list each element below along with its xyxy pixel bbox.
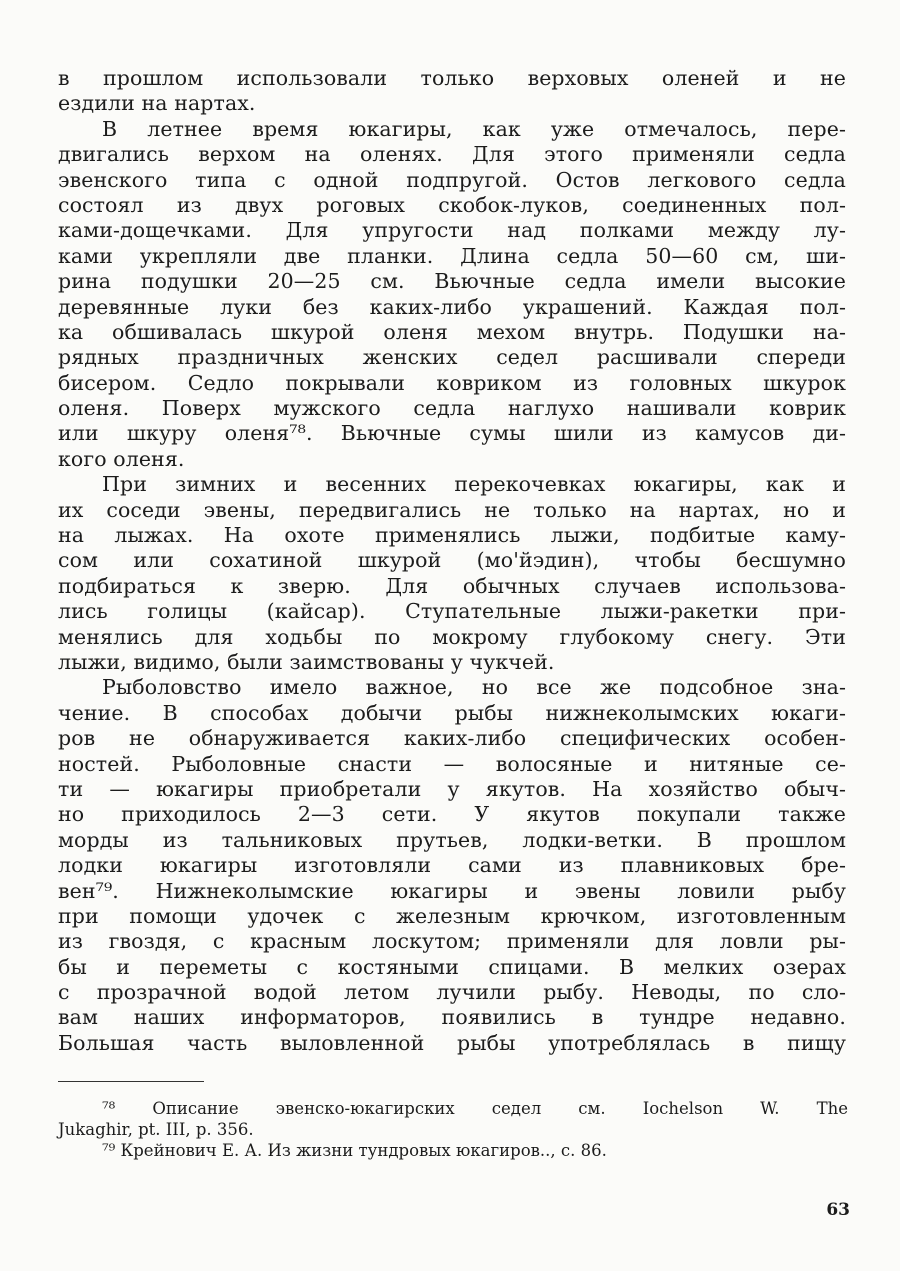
footnote-78: ⁷⁸ Описание эвенско-юкагирских седел см. Iochelson W. The bbox=[102, 1099, 848, 1118]
text-line: Большая часть выловленной рыбы употреблялась в пищу bbox=[58, 1030, 846, 1055]
text-line: рина подушки 20—25 см. Вьючные седла имели высокие bbox=[58, 269, 846, 294]
footnote-78-continued: Jukaghir, pt. III, p. 356. bbox=[58, 1120, 254, 1139]
text-line: морды из тальниковых прутьев, лодки-ветки. В прошлом bbox=[58, 827, 846, 852]
text-line: при помощи удочек с железным крючком, изготовленным bbox=[58, 903, 846, 928]
footnotes bbox=[58, 1098, 848, 1161]
text-line: или шкуру оленя⁷⁸. Вьючные сумы шили из камусов ди- bbox=[58, 421, 846, 446]
text-line: вам наших информаторов, появились в тундре недавно. bbox=[58, 1005, 846, 1030]
text-line: состоял из двух роговых скобок-луков, соединенных пол- bbox=[58, 192, 846, 217]
text-line: двигались верхом на оленях. Для этого применяли седла bbox=[58, 142, 846, 167]
text-line: кого оленя. bbox=[58, 446, 185, 471]
text-line: их соседи эвены, передвигались не только на нартах, но и bbox=[58, 497, 846, 522]
page-number: 63 bbox=[826, 1200, 850, 1220]
text-line: с прозрачной водой летом лучили рыбу. Неводы, по сло- bbox=[58, 980, 846, 1005]
text-line: бы и переметы с костяными спицами. В мелких озерах bbox=[58, 954, 846, 979]
text-line: лодки юкагиры изготовляли сами из плавниковых бре- bbox=[58, 853, 846, 878]
text-line: чение. В способах добычи рыбы нижнеколымских юкаги- bbox=[58, 700, 846, 725]
text-line: на лыжах. На охоте применялись лыжи, подбитые каму- bbox=[58, 523, 846, 548]
text-line: лись голицы (кайсар). Ступательные лыжи-ракетки при- bbox=[58, 599, 846, 624]
text-line: вен⁷⁹. Нижнеколымские юкагиры и эвены ловили рыбу bbox=[58, 878, 846, 903]
text-line: оленя. Поверх мужского седла наглухо нашивали коврик bbox=[58, 396, 846, 421]
text-line: Рыболовство имело важное, но все же подсобное зна- bbox=[102, 675, 846, 700]
footnote-divider bbox=[58, 1081, 204, 1082]
text-line: лыжи, видимо, были заимствованы у чукчей. bbox=[58, 649, 555, 674]
text-line: сом или сохатиной шкурой (мо'йэдин), чтобы бесшумно bbox=[58, 548, 846, 573]
text-line: ками-дощечками. Для упругости над полками между лу- bbox=[58, 218, 846, 243]
footnote-79: ⁷⁹ Крейнович Е. А. Из жизни тундровых юкагиров.., с. 86. bbox=[102, 1141, 607, 1160]
text-line: подбираться к зверю. Для обычных случаев использова- bbox=[58, 573, 846, 598]
text-line: ездили на нартах. bbox=[58, 91, 256, 116]
text-line: из гвоздя, с красным лоскутом; применяли для ловли ры- bbox=[58, 929, 846, 954]
text-line: ров не обнаруживается каких-либо специфических особен- bbox=[58, 726, 846, 751]
main-text bbox=[58, 66, 846, 1056]
text-line: ностей. Рыболовные снасти — волосяные и нитяные се- bbox=[58, 751, 846, 776]
text-line: но приходилось 2—3 сети. У якутов покупали также bbox=[58, 802, 846, 827]
text-line: ти — юкагиры приобретали у якутов. На хозяйство обыч- bbox=[58, 776, 846, 801]
text-line: эвенского типа с одной подпругой. Остов легкового седла bbox=[58, 167, 846, 192]
text-line: рядных праздничных женских седел расшивали спереди bbox=[58, 345, 846, 370]
text-line: деревянные луки без каких-либо украшений. Каждая пол- bbox=[58, 294, 846, 319]
text-line: в прошлом использовали только верховых оленей и не bbox=[58, 66, 846, 90]
text-line: ка обшивалась шкурой оленя мехом внутрь. Подушки на- bbox=[58, 319, 846, 344]
text-line: ками укрепляли две планки. Длина седла 50—60 см, ши- bbox=[58, 243, 846, 268]
text-line: менялись для ходьбы по мокрому глубокому снегу. Эти bbox=[58, 624, 846, 649]
text-line: При зимних и весенних перекочевках юкагиры, как и bbox=[102, 472, 846, 497]
text-line: бисером. Седло покрывали ковриком из головных шкурок bbox=[58, 370, 846, 395]
text-line: В летнее время юкагиры, как уже отмечалось, пере- bbox=[102, 116, 846, 141]
